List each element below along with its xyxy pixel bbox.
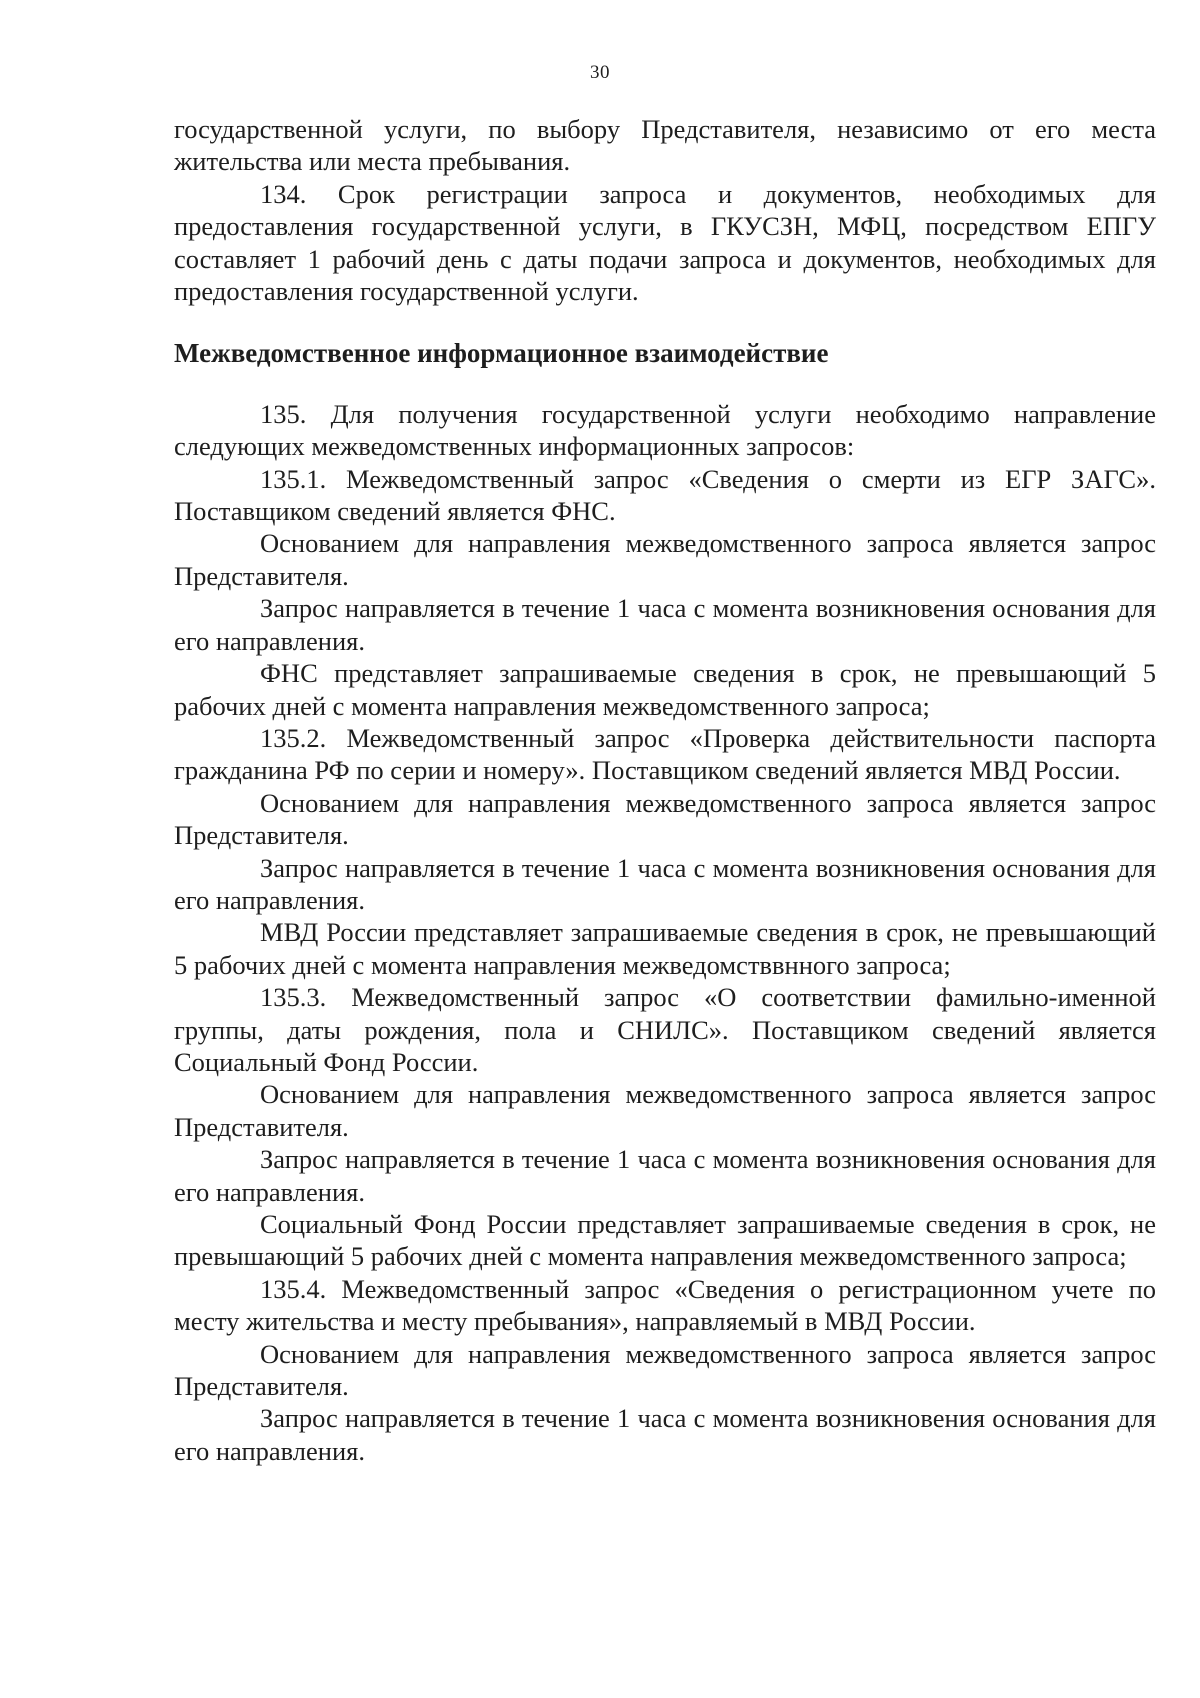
paragraph-134: 134. Срок регистрации запроса и документов, необходимых для предоставления государственной услуги, в ГКУСЗН, МФЦ, посредством ЕПГУ составляет 1 рабочий день с даты подачи запроса и документов, необходимых для предоставления государственной услуги. — [174, 178, 1156, 307]
document-body — [174, 113, 1156, 1467]
paragraph-135-1: 135.1. Межведомственный запрос «Сведения о смерти из ЕГР ЗАГС». Поставщиком сведений является ФНС. — [174, 463, 1156, 527]
paragraph: Запрос направляется в течение 1 часа с момента возникновения основания для его направления. — [174, 852, 1156, 915]
paragraph: Основанием для направления межведомственного запроса является запрос Представителя. — [174, 528, 1156, 591]
paragraph-135-3: 135.3. Межведомственный запрос «О соответствии фамильно-именной группы, даты рождения, пола и СНИЛС». Поставщиком сведений является Социальный Фонд России. — [174, 982, 1156, 1077]
paragraph: ФНС представляет запрашиваемые сведения в срок, не превышающий 5 рабочих дней с момента направления межведомственного запроса; — [174, 658, 1156, 721]
paragraph: государственной услуги, по выбору Представителя, независимо от его места жительства или места пребывания. — [174, 114, 1156, 177]
paragraph: МВД России представляет запрашиваемые сведения в срок, не превышающий 5 рабочих дней с момента направления межведомстввнного запроса; — [174, 917, 1156, 980]
section-heading: Межведомственное информационное взаимодействие — [174, 338, 829, 369]
paragraph-135: 135. Для получения государственной услуги необходимо направление следующих межведомственных информационных запросов: — [174, 398, 1156, 462]
page-number: 30 — [590, 62, 610, 83]
paragraph: Основанием для направления межведомственного запроса является запрос Представителя. — [174, 1338, 1156, 1402]
paragraph: Запрос направляется в течение 1 часа с момента возникновения основания для его направления. — [174, 1144, 1156, 1207]
paragraph: Запрос направляется в течение 1 часа с момента возникновения основания для его направления. — [174, 593, 1156, 656]
paragraph-135-4: 135.4. Межведомственный запрос «Сведения о регистрационном учете по месту жительства и месту пребывания», направляемый в МВД России. — [174, 1273, 1156, 1337]
paragraph: Основанием для направления межведомственного запроса является запрос Представителя. — [174, 787, 1156, 851]
paragraph-135-2: 135.2. Межведомственный запрос «Проверка действительности паспорта гражданина РФ по серии и номеру». Поставщиком сведений является МВД России. — [174, 722, 1156, 786]
paragraph: Запрос направляется в течение 1 часа с момента возникновения основания для его направления. — [174, 1403, 1156, 1466]
paragraph: Социальный Фонд России представляет запрашиваемые сведения в срок, не превышающий 5 рабочих дней с момента направления межведомственного запроса; — [174, 1209, 1156, 1272]
paragraph: Основанием для направления межведомственного запроса является запрос Представителя. — [174, 1079, 1156, 1142]
